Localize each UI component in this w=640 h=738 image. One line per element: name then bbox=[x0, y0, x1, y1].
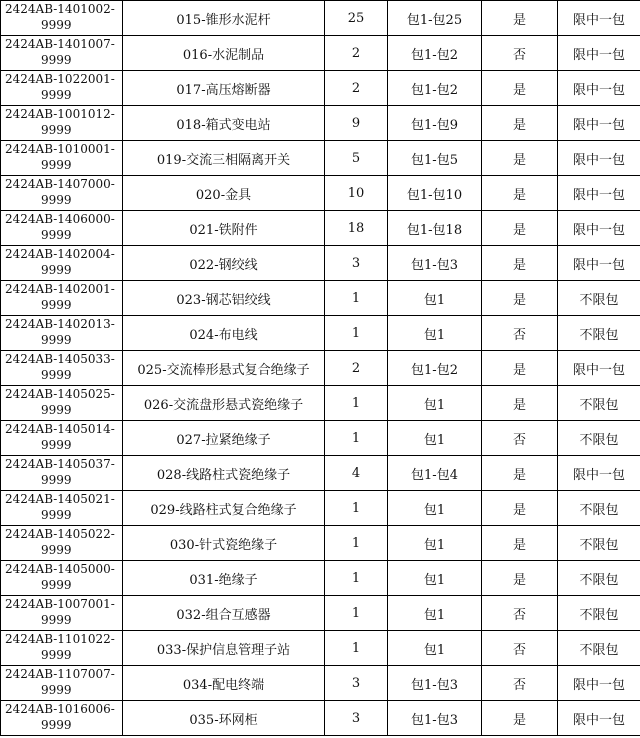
package-range-cell: 包1-包2 bbox=[388, 351, 482, 386]
quantity-cell: 1 bbox=[325, 561, 388, 596]
package-range-cell: 包1-包3 bbox=[388, 701, 482, 736]
material-code-line2: 9999 bbox=[41, 228, 72, 242]
table-row bbox=[1, 71, 640, 106]
item-name-cell: 031-绝缘子 bbox=[123, 561, 325, 596]
limit-cell: 限中一包 bbox=[558, 71, 640, 106]
table-row bbox=[1, 211, 640, 246]
material-code-cell bbox=[1, 456, 123, 491]
table-row bbox=[1, 316, 640, 351]
material-code-line2: 9999 bbox=[41, 298, 72, 312]
material-code-cell bbox=[1, 526, 123, 561]
package-range-cell: 包1-包5 bbox=[388, 141, 482, 176]
item-name-cell: 020-金具 bbox=[123, 176, 325, 211]
item-name-cell: 017-高压熔断器 bbox=[123, 71, 325, 106]
item-name-cell: 015-锥形水泥杆 bbox=[123, 1, 325, 36]
material-code-line2: 9999 bbox=[41, 403, 72, 417]
limit-cell: 不限包 bbox=[558, 526, 640, 561]
table-row bbox=[1, 1, 640, 36]
material-code-line2: 9999 bbox=[41, 683, 72, 697]
material-code-line1: 2424AB-1016006- bbox=[5, 702, 115, 716]
flag-cell: 否 bbox=[482, 631, 558, 666]
material-code-cell bbox=[1, 666, 123, 701]
item-name-cell: 027-拉紧绝缘子 bbox=[123, 421, 325, 456]
material-code-line1: 2424AB-1402001- bbox=[5, 282, 115, 296]
quantity-cell: 1 bbox=[325, 316, 388, 351]
limit-cell: 限中一包 bbox=[558, 456, 640, 491]
limit-cell: 限中一包 bbox=[558, 211, 640, 246]
table-row bbox=[1, 141, 640, 176]
material-code-line2: 9999 bbox=[41, 578, 72, 592]
quantity-cell: 25 bbox=[325, 1, 388, 36]
item-name-cell: 016-水泥制品 bbox=[123, 36, 325, 71]
material-code-line1: 2424AB-1101022- bbox=[5, 632, 115, 646]
quantity-cell: 5 bbox=[325, 141, 388, 176]
package-range-cell: 包1-包9 bbox=[388, 106, 482, 141]
quantity-cell: 18 bbox=[325, 211, 388, 246]
quantity-cell: 1 bbox=[325, 526, 388, 561]
item-name-cell: 019-交流三相隔离开关 bbox=[123, 141, 325, 176]
item-name-cell: 024-布电线 bbox=[123, 316, 325, 351]
material-code-cell bbox=[1, 281, 123, 316]
item-name-cell: 030-针式瓷绝缘子 bbox=[123, 526, 325, 561]
material-code-cell bbox=[1, 176, 123, 211]
material-code-cell bbox=[1, 596, 123, 631]
material-code-line1: 2424AB-1401007- bbox=[5, 37, 115, 51]
limit-cell: 限中一包 bbox=[558, 1, 640, 36]
package-range-cell: 包1 bbox=[388, 281, 482, 316]
item-name-cell: 033-保护信息管理子站 bbox=[123, 631, 325, 666]
limit-cell: 限中一包 bbox=[558, 701, 640, 736]
material-code-line2: 9999 bbox=[41, 193, 72, 207]
package-range-cell: 包1-包25 bbox=[388, 1, 482, 36]
item-name-cell: 028-线路柱式瓷绝缘子 bbox=[123, 456, 325, 491]
material-code-line1: 2424AB-1007001- bbox=[5, 597, 115, 611]
flag-cell: 是 bbox=[482, 141, 558, 176]
material-code-cell bbox=[1, 701, 123, 736]
limit-cell: 不限包 bbox=[558, 561, 640, 596]
package-range-cell: 包1-包2 bbox=[388, 36, 482, 71]
flag-cell: 是 bbox=[482, 71, 558, 106]
material-code-line1: 2424AB-1405033- bbox=[5, 352, 115, 366]
table-row bbox=[1, 666, 640, 701]
material-code-line1: 2424AB-1405000- bbox=[5, 562, 115, 576]
material-code-line2: 9999 bbox=[41, 158, 72, 172]
material-code-line2: 9999 bbox=[41, 368, 72, 382]
package-range-cell: 包1-包3 bbox=[388, 666, 482, 701]
flag-cell: 是 bbox=[482, 281, 558, 316]
package-range-cell: 包1 bbox=[388, 561, 482, 596]
quantity-cell: 3 bbox=[325, 666, 388, 701]
flag-cell: 是 bbox=[482, 491, 558, 526]
material-code-line2: 9999 bbox=[41, 18, 72, 32]
material-code-line1: 2424AB-1401002- bbox=[5, 2, 115, 16]
limit-cell: 不限包 bbox=[558, 631, 640, 666]
flag-cell: 是 bbox=[482, 561, 558, 596]
material-code-cell bbox=[1, 491, 123, 526]
table-row bbox=[1, 456, 640, 491]
flag-cell: 是 bbox=[482, 701, 558, 736]
limit-cell: 不限包 bbox=[558, 491, 640, 526]
material-code-line1: 2424AB-1405021- bbox=[5, 492, 115, 506]
material-code-cell bbox=[1, 386, 123, 421]
package-range-cell: 包1-包3 bbox=[388, 246, 482, 281]
package-range-cell: 包1-包10 bbox=[388, 176, 482, 211]
item-name-cell: 023-钢芯铝绞线 bbox=[123, 281, 325, 316]
material-code-cell bbox=[1, 106, 123, 141]
package-range-cell: 包1-包2 bbox=[388, 71, 482, 106]
quantity-cell: 1 bbox=[325, 631, 388, 666]
material-code-line1: 2424AB-1405037- bbox=[5, 457, 115, 471]
limit-cell: 限中一包 bbox=[558, 351, 640, 386]
limit-cell: 限中一包 bbox=[558, 176, 640, 211]
material-code-line2: 9999 bbox=[41, 438, 72, 452]
table-row bbox=[1, 491, 640, 526]
material-code-line2: 9999 bbox=[41, 508, 72, 522]
material-code-line2: 9999 bbox=[41, 473, 72, 487]
flag-cell: 否 bbox=[482, 316, 558, 351]
limit-cell: 限中一包 bbox=[558, 666, 640, 701]
item-name-cell: 018-箱式变电站 bbox=[123, 106, 325, 141]
limit-cell: 不限包 bbox=[558, 596, 640, 631]
quantity-cell: 2 bbox=[325, 71, 388, 106]
material-code-line2: 9999 bbox=[41, 718, 72, 732]
flag-cell: 否 bbox=[482, 596, 558, 631]
table-row bbox=[1, 386, 640, 421]
material-code-line2: 9999 bbox=[41, 613, 72, 627]
table-row bbox=[1, 561, 640, 596]
flag-cell: 是 bbox=[482, 106, 558, 141]
limit-cell: 限中一包 bbox=[558, 36, 640, 71]
quantity-cell: 1 bbox=[325, 281, 388, 316]
table-row bbox=[1, 596, 640, 631]
package-range-cell: 包1 bbox=[388, 491, 482, 526]
material-code-line1: 2424AB-1405014- bbox=[5, 422, 115, 436]
material-code-cell bbox=[1, 36, 123, 71]
limit-cell: 不限包 bbox=[558, 281, 640, 316]
flag-cell: 是 bbox=[482, 176, 558, 211]
quantity-cell: 3 bbox=[325, 246, 388, 281]
material-code-line2: 9999 bbox=[41, 543, 72, 557]
limit-cell: 限中一包 bbox=[558, 106, 640, 141]
package-range-cell: 包1 bbox=[388, 596, 482, 631]
material-code-line2: 9999 bbox=[41, 53, 72, 67]
package-range-cell: 包1 bbox=[388, 631, 482, 666]
table-row bbox=[1, 421, 640, 456]
quantity-cell: 9 bbox=[325, 106, 388, 141]
flag-cell: 否 bbox=[482, 36, 558, 71]
material-code-cell bbox=[1, 316, 123, 351]
quantity-cell: 1 bbox=[325, 421, 388, 456]
package-range-cell: 包1 bbox=[388, 526, 482, 561]
item-name-cell: 035-环网柜 bbox=[123, 701, 325, 736]
material-code-line1: 2424AB-1405022- bbox=[5, 527, 115, 541]
table-row bbox=[1, 246, 640, 281]
table-row bbox=[1, 106, 640, 141]
table-row bbox=[1, 281, 640, 316]
package-range-cell: 包1-包18 bbox=[388, 211, 482, 246]
flag-cell: 是 bbox=[482, 211, 558, 246]
material-code-line1: 2424AB-1402004- bbox=[5, 247, 115, 261]
material-code-cell bbox=[1, 631, 123, 666]
flag-cell: 是 bbox=[482, 456, 558, 491]
package-range-cell: 包1 bbox=[388, 386, 482, 421]
material-code-line2: 9999 bbox=[41, 88, 72, 102]
table-body bbox=[1, 1, 640, 736]
material-code-cell bbox=[1, 561, 123, 596]
material-code-line1: 2424AB-1407000- bbox=[5, 177, 115, 191]
table-row bbox=[1, 526, 640, 561]
limit-cell: 不限包 bbox=[558, 386, 640, 421]
material-code-line2: 9999 bbox=[41, 648, 72, 662]
material-code-line1: 2424AB-1402013- bbox=[5, 317, 115, 331]
material-code-line1: 2424AB-1405025- bbox=[5, 387, 115, 401]
table-row bbox=[1, 351, 640, 386]
material-code-cell bbox=[1, 1, 123, 36]
item-name-cell: 021-铁附件 bbox=[123, 211, 325, 246]
quantity-cell: 10 bbox=[325, 176, 388, 211]
table-row bbox=[1, 176, 640, 211]
quantity-cell: 2 bbox=[325, 36, 388, 71]
package-range-cell: 包1 bbox=[388, 421, 482, 456]
table-row bbox=[1, 36, 640, 71]
quantity-cell: 2 bbox=[325, 351, 388, 386]
quantity-cell: 1 bbox=[325, 491, 388, 526]
material-code-line2: 9999 bbox=[41, 123, 72, 137]
quantity-cell: 1 bbox=[325, 386, 388, 421]
material-code-line1: 2424AB-1107007- bbox=[5, 667, 115, 681]
flag-cell: 是 bbox=[482, 386, 558, 421]
flag-cell: 是 bbox=[482, 246, 558, 281]
limit-cell: 不限包 bbox=[558, 421, 640, 456]
item-name-cell: 032-组合互感器 bbox=[123, 596, 325, 631]
item-name-cell: 034-配电终端 bbox=[123, 666, 325, 701]
material-code-line1: 2424AB-1010001- bbox=[5, 142, 115, 156]
package-range-cell: 包1 bbox=[388, 316, 482, 351]
flag-cell: 是 bbox=[482, 1, 558, 36]
material-code-line1: 2424AB-1001012- bbox=[5, 107, 115, 121]
table-row bbox=[1, 701, 640, 736]
item-name-cell: 022-钢绞线 bbox=[123, 246, 325, 281]
material-code-cell bbox=[1, 141, 123, 176]
material-code-cell bbox=[1, 246, 123, 281]
material-code-line2: 9999 bbox=[41, 263, 72, 277]
material-code-cell bbox=[1, 71, 123, 106]
flag-cell: 否 bbox=[482, 421, 558, 456]
item-name-cell: 029-线路柱式复合绝缘子 bbox=[123, 491, 325, 526]
material-code-cell bbox=[1, 351, 123, 386]
material-code-line1: 2424AB-1406000- bbox=[5, 212, 115, 226]
flag-cell: 是 bbox=[482, 526, 558, 561]
package-range-cell: 包1-包4 bbox=[388, 456, 482, 491]
material-code-line2: 9999 bbox=[41, 333, 72, 347]
limit-cell: 限中一包 bbox=[558, 246, 640, 281]
material-code-cell bbox=[1, 421, 123, 456]
material-code-cell bbox=[1, 211, 123, 246]
flag-cell: 是 bbox=[482, 351, 558, 386]
limit-cell: 不限包 bbox=[558, 316, 640, 351]
flag-cell: 否 bbox=[482, 666, 558, 701]
item-name-cell: 025-交流棒形悬式复合绝缘子 bbox=[123, 351, 325, 386]
quantity-cell: 4 bbox=[325, 456, 388, 491]
material-code-line1: 2424AB-1022001- bbox=[5, 72, 115, 86]
quantity-cell: 1 bbox=[325, 596, 388, 631]
table-row bbox=[1, 631, 640, 666]
item-name-cell: 026-交流盘形悬式瓷绝缘子 bbox=[123, 386, 325, 421]
limit-cell: 限中一包 bbox=[558, 141, 640, 176]
quantity-cell: 3 bbox=[325, 701, 388, 736]
